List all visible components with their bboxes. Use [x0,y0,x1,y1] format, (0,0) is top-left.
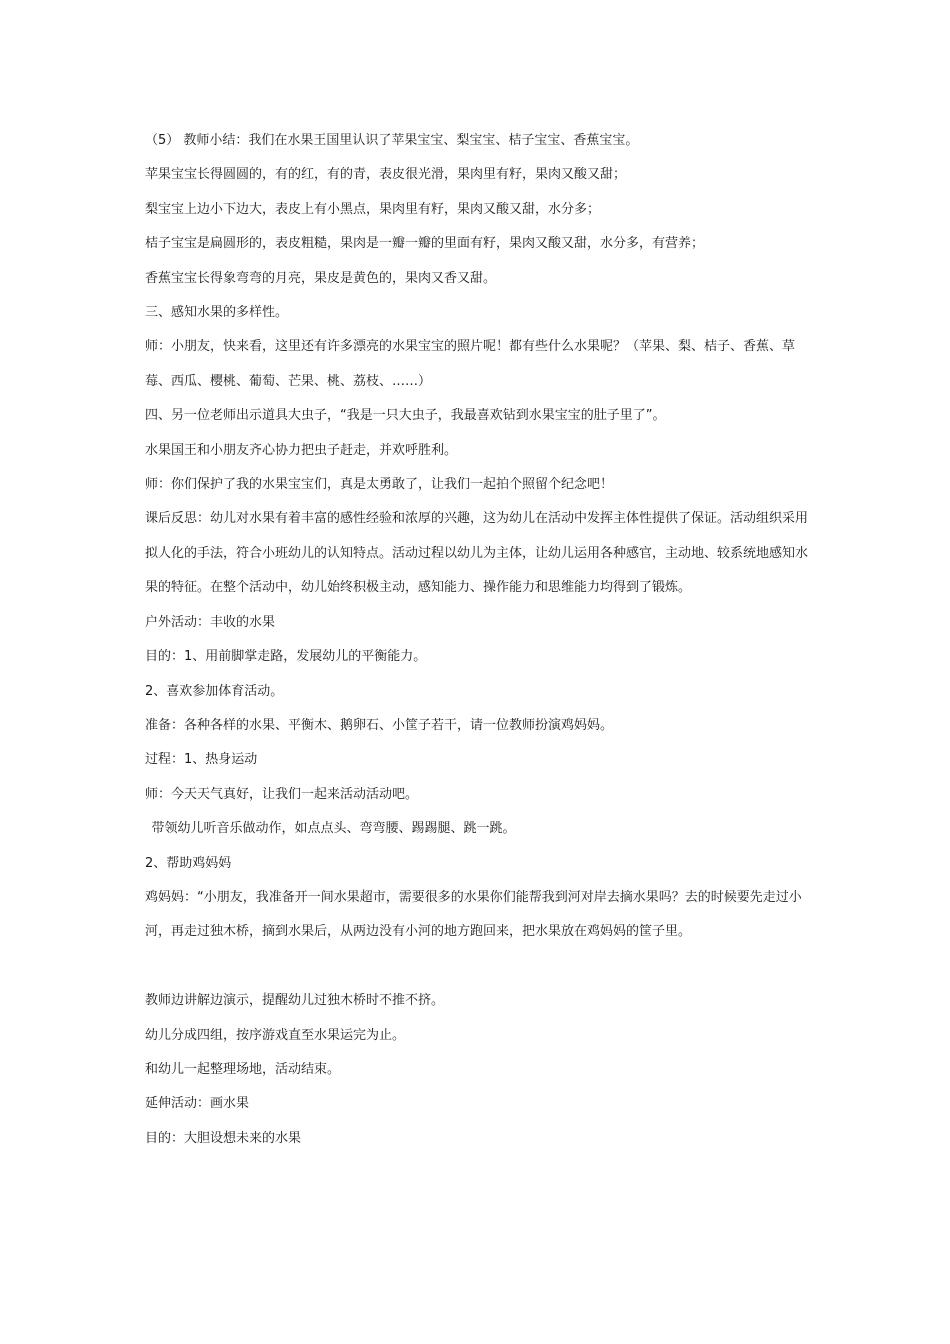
section-heading-outdoor: 户外活动：丰收的水果 [145,614,276,630]
section-heading-diversity: 三、感知水果的多样性。 [145,305,289,321]
paragraph-groups: 幼儿分成四组，按序游戏直至水果运完为止。 [145,1027,406,1043]
paragraph-demonstrate: 教师边讲解边演示，提醒幼儿过独木桥时不推不挤。 [145,993,445,1009]
paragraph-reflection: 课后反思：幼儿对水果有着丰富的感性经验和浓厚的兴趣，这为幼儿在活动中发挥主体性提供了保证。活动组织采用拟人化的手法，符合小班幼儿的认知特点。活动过程以幼儿为主体，让幼儿运用各种感官，主动地、较系统地感知水果的特征。在整个活动中，幼儿始终积极主动，感知能力、操作能力和思维能力均得到了锻炼。 [145,511,809,596]
paragraph-hen-mother: 鸡妈妈：“小朋友，我准备开一间水果超市，需要很多的水果你们能帮我到河对岸去摘水果吗？去的时候要先走过小河，再走过独木桥，摘到水果后，从两边没有小河的地方跑回来，把水果放在鸡妈妈的筐子里。 [145,889,802,940]
paragraph-warmup: 带领幼儿听音乐做动作，如点点头、弯弯腰、踢踢腿、跳一跳。 [151,821,516,837]
paragraph-goal-1: 目的：1、用前脚掌走路，发展幼儿的平衡能力。 [145,649,427,665]
paragraph-weather: 师：今天天气真好，让我们一起来活动活动吧。 [145,786,419,802]
paragraph-banana: 香蕉宝宝长得象弯弯的月亮，果皮是黄色的，果肉又香又甜。 [145,270,497,286]
paragraph-goal-2: 2、喜欢参加体育活动。 [145,683,284,699]
paragraph-photos: 师：小朋友，快来看，这里还有许多漂亮的水果宝宝的照片呢！都有些什么水果呢？（苹果、梨、桔子、香蕉、草莓、西瓜、樱桃、葡萄、芒果、桃、荔枝、……） [145,339,796,389]
paragraph-pear: 梨宝宝上边小下边大，表皮上有小黑点，果肉里有籽，果肉又酸又甜，水分多； [145,201,601,217]
paragraph-chase-bug: 水果国王和小朋友齐心协力把虫子赶走，并欢呼胜利。 [145,442,458,458]
document-body [145,124,815,1156]
paragraph-summary-intro: （5） 教师小结：我们在水果王国里认识了苹果宝宝、梨宝宝、桔子宝宝、香蕉宝宝。 [145,133,639,148]
blank-line [145,950,815,984]
paragraph-cleanup: 和幼儿一起整理场地，活动结束。 [145,1061,341,1077]
paragraph-preparation: 准备：各种各样的水果、平衡木、鹅卵石、小筐子若干，请一位教师扮演鸡妈妈。 [145,717,614,733]
paragraph-process-2: 2、帮助鸡妈妈 [145,855,232,871]
paragraph-apple: 苹果宝宝长得圆圆的，有的红，有的青，表皮很光滑，果肉里有籽，果肉又酸又甜； [145,167,627,183]
section-heading-extension: 延伸活动：画水果 [145,1096,250,1112]
paragraph-photo-memory: 师：你们保护了我的水果宝宝们，真是太勇敢了，让我们一起拍个照留个纪念吧！ [145,477,614,493]
paragraph-orange: 桔子宝宝是扁圆形的，表皮粗糙，果肉是一瓣一瓣的里面有籽，果肉又酸又甜，水分多，有营养； [145,236,705,252]
paragraph-process-1: 过程：1、热身运动 [145,752,258,768]
paragraph-extension-goal: 目的：大胆设想未来的水果 [145,1130,302,1146]
section-heading-bug: 四、另一位老师出示道具大虫子，“我是一只大虫子，我最喜欢钻到水果宝宝的肚子里了”。 [145,408,666,424]
